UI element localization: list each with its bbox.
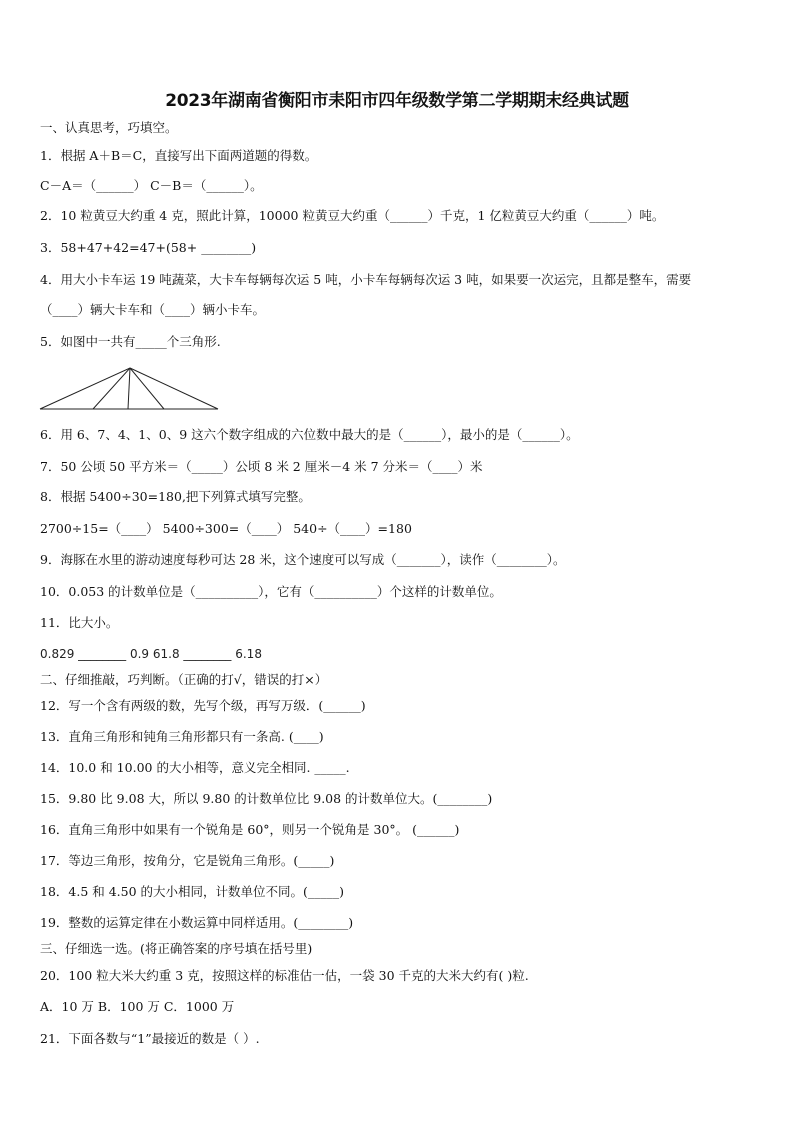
text-line-22: 17．等边三角形，按角分，它是锐角三角形。(_____) [40,853,335,868]
triangle-inner-line-1 [93,368,130,409]
text-line-4: 3．58+47+42=47+(58+ ________) [40,240,257,255]
text-line-5: 4．用大小卡车运 19 吨蔬菜，大卡车每辆每次运 5 吨，小卡车每辆每次运 3 吨，如果要一次运完，且都是整车，需要 [40,272,692,287]
text-line-13: 10．0.053 的计数单位是（__________），它有（__________）个这样的计数单位。 [40,584,502,599]
text-line-26: 20．100 粒大米大约重 3 克，按照这样的标准估一估，一袋 30 千克的大米大约有( )粒. [40,968,529,983]
text-line-24: 19．整数的运算定律在小数运算中同样适用。(________) [40,915,354,930]
text-line-0: 一、认真思考，巧填空。 [40,120,178,135]
text-line-14: 11．比大小。 [40,615,119,630]
text-line-21: 16．直角三角形中如果有一个锐角是 60°，则另一个锐角是 30°。 (______) [40,822,460,837]
text-line-6: （____）辆大卡车和（____）辆小卡车。 [40,302,266,317]
text-line-19: 14．10.0 和 10.00 的大小相等，意义完全相同. _____. [40,760,350,775]
text-line-7: 5．如图中一共有_____个三角形. [40,334,221,349]
text-line-18: 13．直角三角形和钝角三角形都只有一条高. (____) [40,729,324,744]
text-line-8: 6．用 6、7、4、1、0、9 这六个数字组成的六位数中最大的是（______），最小的是（______）。 [40,427,579,442]
text-line-16: 二、仔细推敲，巧判断。（正确的打√，错误的打×） [40,672,328,687]
triangle-inner-line-2 [128,368,130,409]
text-line-15: 0.829 ________ 0.9 61.8 ________ 6.18 [40,647,262,661]
text-line-12: 9．海豚在水里的游动速度每秒可达 28 米，这个速度可以写成（_______），读作（________）。 [40,552,566,567]
triangle-figure [38,366,222,414]
text-line-3: 2．10 粒黄豆大约重 4 克，照此计算，10000 粒黄豆大约重（______）千克，1 亿粒黄豆大约重（______）吨。 [40,208,665,223]
triangle-side-right [130,368,218,409]
text-line-28: 21．下面各数与“1”最接近的数是（ ）. [40,1031,260,1046]
text-line-10: 8．根据 5400÷30=180,把下列算式填写完整。 [40,489,311,504]
text-line-27: A．10 万 B．100 万 C．1000 万 [40,999,235,1014]
page-title: 2023年湖南省衡阳市耒阳市四年级数学第二学期期末经典试题 [165,91,629,111]
triangle-inner-line-3 [130,368,164,409]
text-line-9: 7．50 公顷 50 平方米＝（_____）公顷 8 米 2 厘米－4 米 7 分米＝（____）米 [40,459,483,474]
text-line-11: 2700÷15=（____） 5400÷300=（____） 540÷（____）=180 [40,521,412,536]
triangle-side-left [40,368,130,409]
text-line-20: 15．9.80 比 9.08 大，所以 9.80 的计数单位比 9.08 的计数单位大。(________) [40,791,493,806]
text-line-25: 三、仔细选一选。(将正确答案的序号填在括号里) [40,941,313,956]
text-line-17: 12．写一个含有两级的数，先写个级，再写万级．(______) [40,698,366,713]
text-line-1: 1．根据 A＋B＝C，直接写出下面两道题的得数。 [40,148,318,163]
text-line-2: C－A＝（______） C－B＝（______）。 [40,178,263,193]
text-line-23: 18．4.5 和 4.50 的大小相同，计数单位不同。(_____) [40,884,345,899]
